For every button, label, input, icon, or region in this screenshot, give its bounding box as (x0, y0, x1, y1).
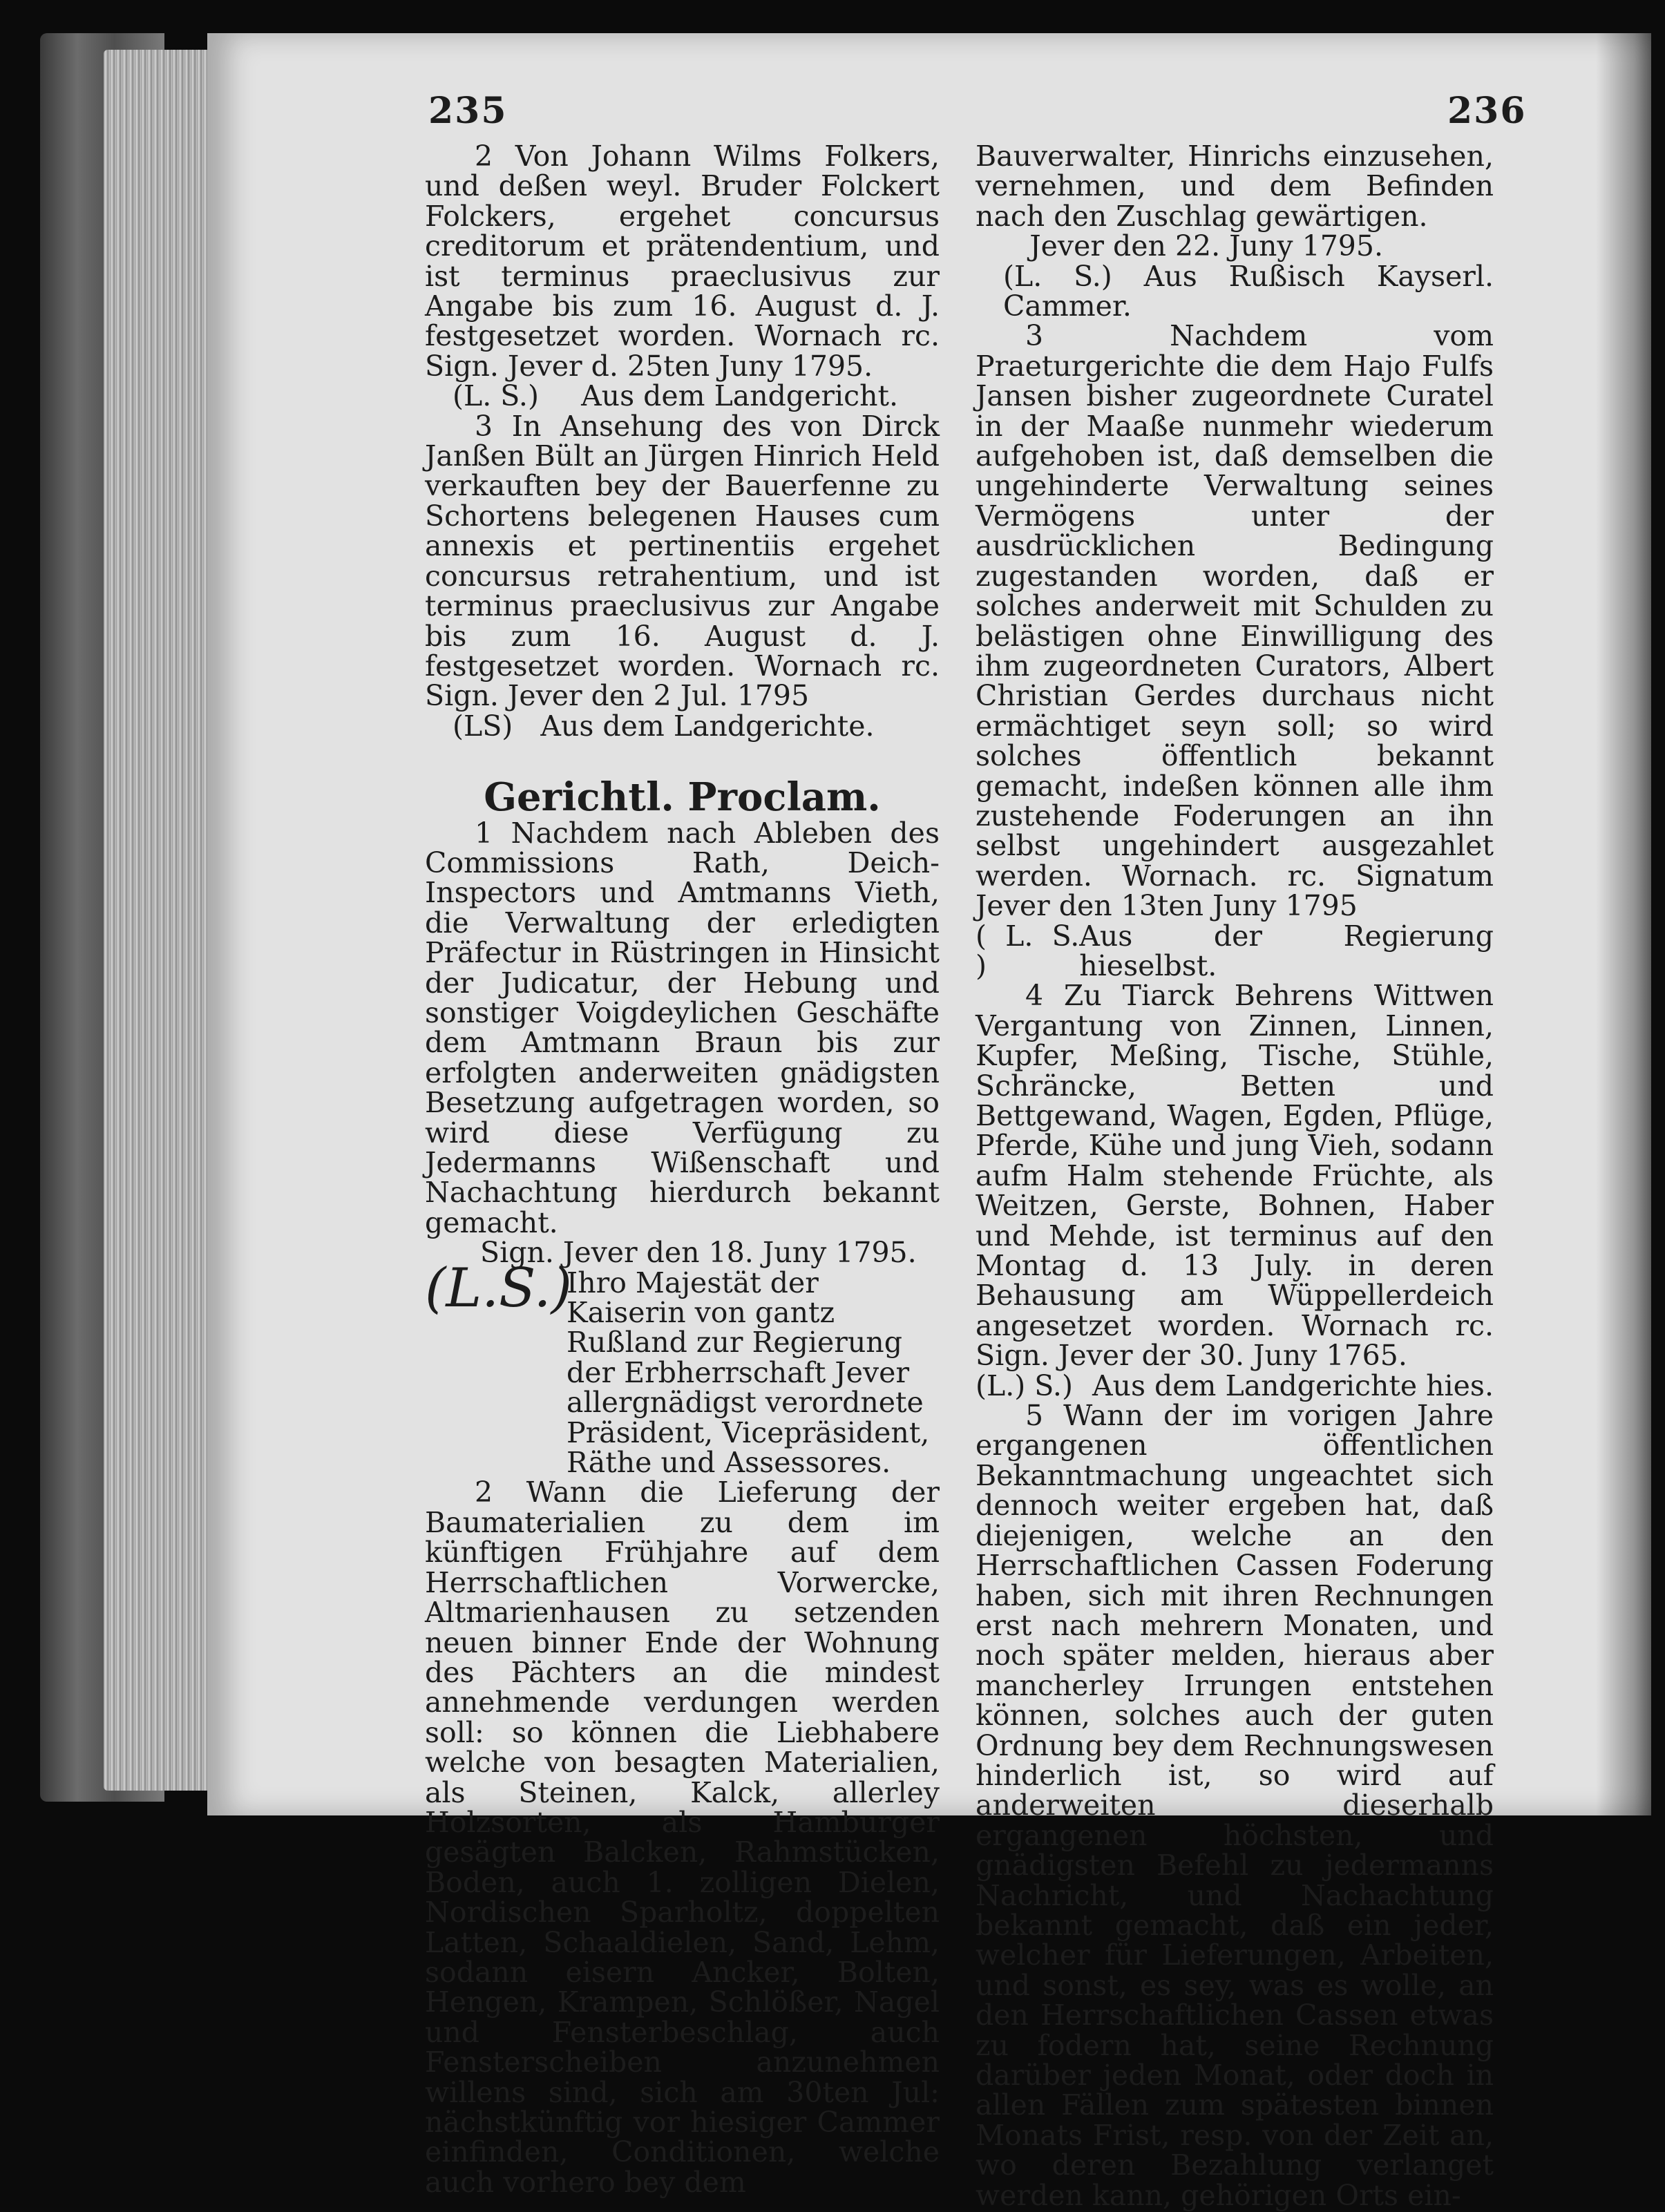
proclam-1-date: Sign. Jever den 18. Juny 1795. (480, 1236, 917, 1270)
right-notice-4: 4 Zu Tiarck Behrens Wittwen Vergantung von Zinnen, Linnen, Kupfer, Meßing, Tische, Stühle, Schräncke, Betten und Bettgewand, Wagen, Egden, Pflüge, Pferde, Kühe und jung Vieh, sodann aufm Halm stehende Früchte, als Weitzen, Gerste, Bohnen, Haber und Mehde, ist terminus auf den Montag d. 13 July. in deren Behausung am Wüppellerdeich angesetzet worden. Wornach rc. Sign. Jever der 30. Juny 1765. (976, 979, 1494, 1373)
left-column (425, 142, 940, 2197)
proclam-1: 1 Nachdem nach Ableben des Commissions Rath, Deich-Inspectors und Amtmanns Vieth, die Verwaltung der erledigten Präfectur in Rüstringen in Hinsicht der Judicatur, der Hebung und sonstiger Voigdeylichen Geschäfte dem Amtmann Braun bis zur erfolgten anderweiten gnädigsten Besetzung aufgetragen worden, so wird diese Verfügung zu Jedermanns Wißenschaft und Nachachtung hierdurch bekannt gemacht. (425, 816, 940, 1239)
left-page-number: 235 (428, 90, 508, 132)
proclam-2: 2 Wann die Lieferung der Baumaterialien zu dem im künftigen Frühjahre auf dem Herrschaftlichen Vorwercke, Altmarienhausen zu setzenden neuen binner Ende der Wohnung des Pächters an die mindest annehmende verdungen werden soll: so können die Liebhabere welche von besagten Materialien, als Steinen, Kalck, allerley Holzsorten, als Hamburger gesägten Balcken, Rahmstücken, Boden, auch 1. zolligen Dielen, Nordischen Sparholtz, doppelten Latten, Schaaldielen, Sand, Lehm, sodann eisern Ancker, Bolten, Hengen, Krampen, Schlößer, Nagel und Fensterbeschlag, auch Fensterscheiben anzunehmen willens sind, sich am 30ten Jul: nächstkünftig vor hiesiger Cammer einfinden, Conditionen, welche auch vorhero bey dem (425, 1476, 940, 2199)
left-notice-3: 3 In Ansehung des von Dirck Janßen Bült an Jürgen Hinrich Held verkauften bey der Bauerfenne zu Schortens belegenen Hauses cum annexis et pertinentiis ergehet concursus retrahentium, und ist terminus praeclusivus zur Angabe bis zum 16. August d. J. festgesetzet worden. Wornach rc. Sign. Jever den 2 Jul. 1795 (425, 409, 940, 713)
spine-shadow (1596, 33, 1651, 1815)
right-notice-3: 3 Nachdem vom Praeturgerichte die dem Hajo Fulfs Jansen bisher zugeordnete Curatel in der Maaße nunmehr wiederum aufgehoben ist, daß demselben die ungehinderte Verwaltung seines Vermögens unter der ausdrücklichen Bedingung zugestanden worden, daß er solches anderweit mit Schulden zu belästigen ohne Einwilligung des ihm zugeordneten Curators, Albert Christian Gerdes durchaus nicht ermächtiget seyn soll; so wird solches öffentlich bekannt gemacht, indeßen können alle ihm zustehende Foderungen an ihn selbst ungehindert ausgezahlet werden. Wornach. rc. Signatum Jever den 13ten Juny 1795 (976, 319, 1494, 923)
right-notice-4-signature: (L.) S.) Aus dem Landgerichte hies. (976, 1369, 1494, 1402)
right-notice-3-signature: ( L. S. ) Aus der Regierung hieselbst. (976, 919, 1494, 982)
right-column (976, 142, 1494, 2211)
right-continuation: Bauverwalter, Hinrichs einzusehen, vernehmen, und dem Befinden nach den Zuschlag gewärtigen. (976, 140, 1494, 233)
left-notice-2-signature: (L. S.) Aus dem Landgericht. (453, 379, 898, 413)
right-continuation-signature: (L. S.) Aus Rußisch Kayserl. Cammer. (1003, 259, 1494, 323)
proclam-1-seal-block (425, 1257, 940, 1480)
right-continuation-date: Jever den 22. Juny 1795. (1029, 229, 1383, 263)
right-page-number: 236 (1447, 90, 1527, 132)
right-notice-5: 5 Wann der im vorigen Jahre ergangenen öffentlichen Bekanntmachung ungeachtet sich dennoch weiter ergeben hat, daß diejenigen, welche an den Herrschaftlichen Cassen Foderung haben, sich mit ihren Rechnungen erst nach mehrern Monaten, und noch später melden, hieraus aber mancherley Irrungen entstehen können, solches auch der guten Ordnung bey dem Rechnungswesen hinderlich ist, so wird auf anderweiten dieserhalb ergangenen höchsten, und gnädigsten Befehl zu jedermanns Nachricht, und Nachachtung bekannt gemacht, daß ein jeder, welcher für Lieferungen, Arbeiten, und sonst, es sey, was es wolle, an den Herrschaftlichen Cassen etwas zu fodern hat, seine Rechnung darüber jeden Monat, oder doch in allen Fällen zum spätesten binnen Monats Frist, resp. von der Zeit an, wo deren Bezahlung verlanget werden kann, gehörigen Orts ein- (976, 1399, 1494, 2212)
seal-mark: (L.S.) (425, 1257, 572, 1319)
proclam-1-authority: Ihro Majestät der Kaiserin von gantz Rußland zur Regierung der Erbherrschaft Jever allergnädigst verordnete Präsident, Vicepräsident, Räthe und Assessores. (567, 1266, 930, 1480)
left-notice-3-signature: (LS) Aus dem Landgerichte. (453, 709, 875, 743)
section-heading: Gerichtl. Proclam. (484, 774, 881, 821)
left-notice-2: 2 Von Johann Wilms Folkers, und deßen weyl. Bruder Folckert Folckers, ergehet concursus creditorum et prätendentium, und ist terminus praeclusivus zur Angabe bis zum 16. August d. J. festgesetzet worden. Wornach rc. Sign. Jever d. 25ten Juny 1795. (425, 140, 940, 383)
